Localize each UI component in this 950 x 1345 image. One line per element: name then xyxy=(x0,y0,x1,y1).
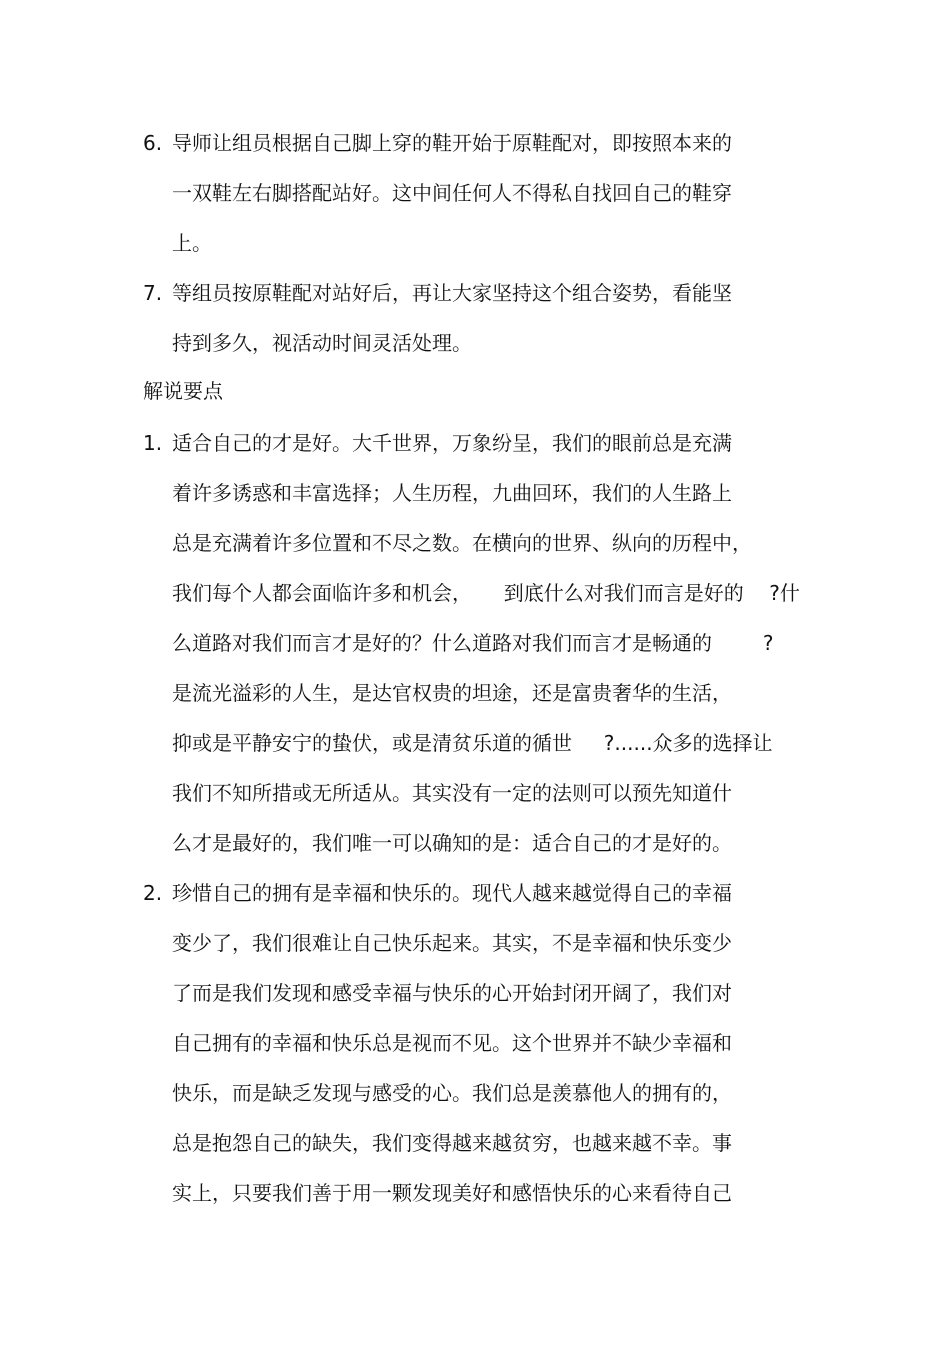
point-1-line: 着许多诱惑和丰富选择；人生历程，九曲回环，我们的人生路上 xyxy=(172,481,732,505)
point-1-number: 1. xyxy=(143,431,163,455)
point-2-line: 变少了，我们很难让自己快乐起来。其实，不是幸福和快乐变少 xyxy=(172,931,732,955)
point-1-line: 么才是最好的，我们唯一可以确知的是：适合自己的才是好的。 xyxy=(172,831,732,855)
point-1-line: 我们不知所措或无所适从。其实没有一定的法则可以预先知道什 xyxy=(172,781,732,805)
point-1-line: 么道路对我们而言才是好的？什么道路对我们而言才是畅通的 ? xyxy=(172,631,774,655)
point-2-line: 总是抱怨自己的缺失，我们变得越来越贫穷，也越来越不幸。事 xyxy=(172,1131,732,1155)
point-2-line: 实上，只要我们善于用一颗发现美好和感悟快乐的心来看待自己 xyxy=(172,1181,732,1205)
point-2-line: 珍惜自己的拥有是幸福和快乐的。现代人越来越觉得自己的幸福 xyxy=(172,881,732,905)
point-1-line: 总是充满着许多位置和不尽之数。在横向的世界、纵向的历程中， xyxy=(172,531,752,555)
item-7-line: 等组员按原鞋配对站好后，再让大家坚持这个组合姿势，看能坚 xyxy=(172,281,732,305)
point-1-line: 抑或是平静安宁的蛰伏，或是清贫乐道的循世 ?......众多的选择让 xyxy=(172,731,773,755)
item-7-line: 持到多久，视活动时间灵活处理。 xyxy=(172,331,472,355)
item-6-line: 导师让组员根据自己脚上穿的鞋开始于原鞋配对，即按照本来的 xyxy=(172,131,732,155)
point-2-line: 快乐，而是缺乏发现与感受的心。我们总是羡慕他人的拥有的， xyxy=(172,1081,732,1105)
item-6-line: 一双鞋左右脚搭配站好。这中间任何人不得私自找回自己的鞋穿 xyxy=(172,181,732,205)
point-2-number: 2. xyxy=(143,881,163,905)
point-1-line: 是流光溢彩的人生，是达官权贵的坦途，还是富贵奢华的生活， xyxy=(172,681,732,705)
point-2-line: 了而是我们发现和感受幸福与快乐的心开始封闭开阔了，我们对 xyxy=(172,981,732,1005)
point-1-line: 我们每个人都会面临许多和机会， 到底什么对我们而言是好的 ?什 xyxy=(172,581,800,605)
item-6-number: 6. xyxy=(143,131,163,155)
item-7-number: 7. xyxy=(143,281,163,305)
item-6-line: 上。 xyxy=(172,231,212,255)
point-1-line: 适合自己的才是好。大千世界，万象纷呈，我们的眼前总是充满 xyxy=(172,431,732,455)
section-heading: 解说要点 xyxy=(143,379,223,403)
point-2-line: 自己拥有的幸福和快乐总是视而不见。这个世界并不缺少幸福和 xyxy=(172,1031,732,1055)
